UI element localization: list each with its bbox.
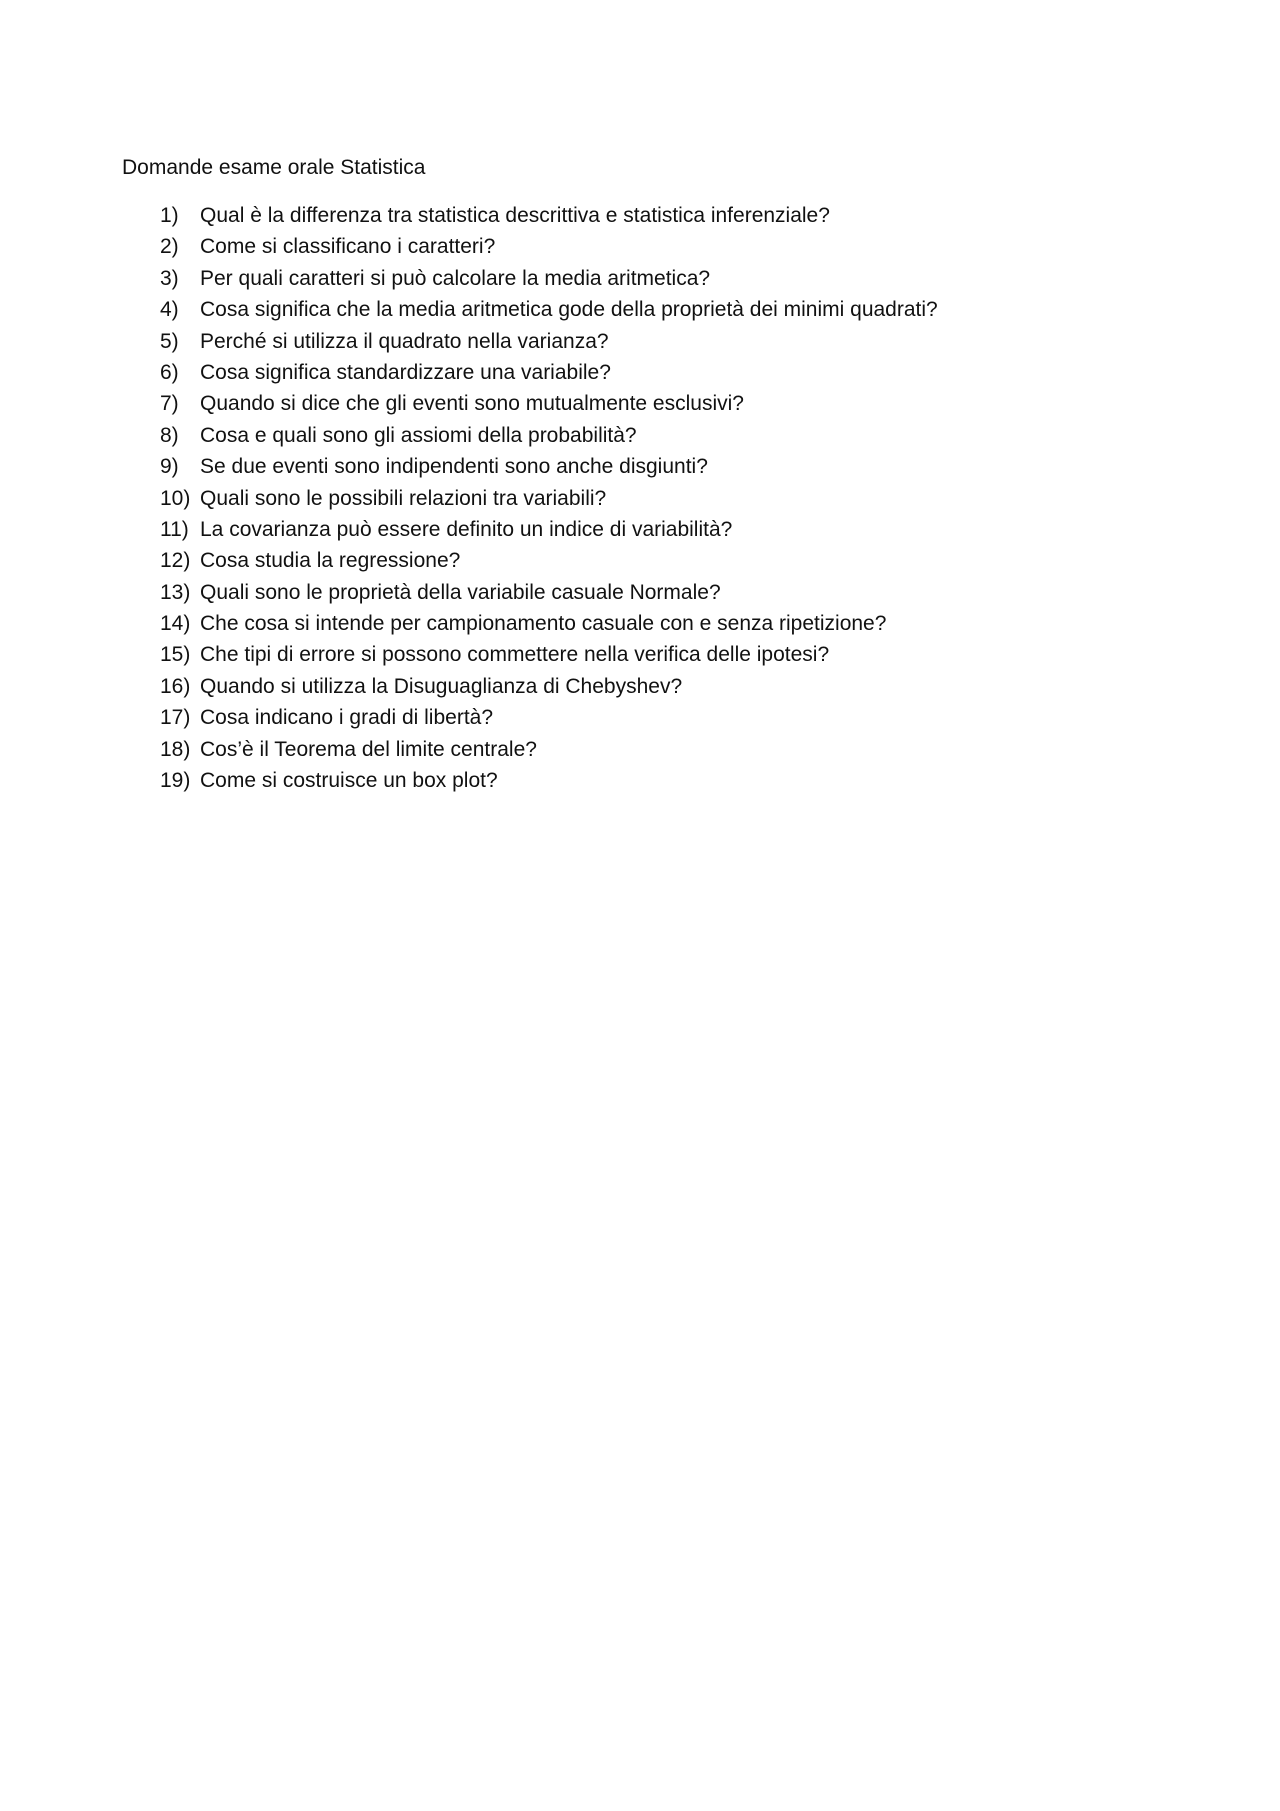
question-item [160, 422, 938, 453]
question-text: Che tipi di errore si possono commettere nella verifica delle ipotesi? [200, 643, 830, 667]
question-number: 3) [160, 266, 179, 290]
question-item [160, 296, 938, 327]
question-item [160, 453, 938, 484]
question-text: Per quali caratteri si può calcolare la media aritmetica? [200, 266, 711, 290]
question-text: Come si classificano i caratteri? [200, 235, 496, 259]
question-item [160, 736, 938, 767]
question-item [160, 359, 938, 390]
question-number: 14) [160, 612, 191, 636]
question-number: 9) [160, 455, 179, 479]
question-text: Cosa indicano i gradi di libertà? [200, 706, 494, 730]
question-number: 19) [160, 769, 191, 793]
question-list [160, 202, 938, 798]
question-number: 8) [160, 423, 179, 447]
question-text: Quali sono le possibili relazioni tra variabili? [200, 486, 607, 510]
question-text: La covarianza può essere definito un indice di variabilità? [200, 517, 733, 541]
question-number: 4) [160, 298, 179, 322]
question-text: Cos’è il Teorema del limite centrale? [200, 737, 537, 761]
question-number: 10) [160, 486, 191, 510]
question-item [160, 233, 938, 264]
question-text: Perché si utilizza il quadrato nella varianza? [200, 329, 609, 353]
question-text: Cosa e quali sono gli assiomi della probabilità? [200, 423, 637, 447]
question-item [160, 767, 938, 798]
question-text: Che cosa si intende per campionamento casuale con e senza ripetizione? [200, 612, 887, 636]
question-number: 13) [160, 580, 191, 604]
question-item [160, 390, 938, 421]
question-text: Qual è la differenza tra statistica descrittiva e statistica inferenziale? [200, 204, 830, 227]
question-text: Cosa studia la regressione? [200, 549, 461, 573]
question-number: 12) [160, 549, 191, 573]
question-text: Quando si utilizza la Disuguaglianza di Chebyshev? [200, 674, 683, 698]
question-item [160, 202, 938, 233]
question-item [160, 641, 938, 672]
question-item [160, 610, 938, 641]
question-number: 2) [160, 235, 179, 259]
question-text: Quando si dice che gli eventi sono mutualmente esclusivi? [200, 392, 744, 416]
question-number: 17) [160, 706, 191, 730]
question-item [160, 547, 938, 578]
question-text: Cosa significa standardizzare una variabile? [200, 360, 611, 384]
question-number: 7) [160, 392, 179, 416]
question-item [160, 673, 938, 704]
question-text: Cosa significa che la media aritmetica gode della proprietà dei minimi quadrati? [200, 298, 938, 322]
document-title: Domande esame orale Statistica [122, 156, 426, 179]
question-item [160, 328, 938, 359]
question-text: Quali sono le proprietà della variabile casuale Normale? [200, 580, 721, 604]
question-number: 11) [160, 517, 189, 541]
question-item [160, 265, 938, 296]
question-number: 6) [160, 360, 179, 384]
question-number: 5) [160, 329, 179, 353]
question-item [160, 579, 938, 610]
question-item [160, 516, 938, 547]
question-number: 1) [160, 204, 179, 227]
question-text: Se due eventi sono indipendenti sono anche disgiunti? [200, 455, 708, 479]
question-item [160, 704, 938, 735]
question-text: Come si costruisce un box plot? [200, 769, 498, 793]
question-number: 16) [160, 674, 191, 698]
question-number: 15) [160, 643, 191, 667]
question-number: 18) [160, 737, 191, 761]
question-item [160, 485, 938, 516]
